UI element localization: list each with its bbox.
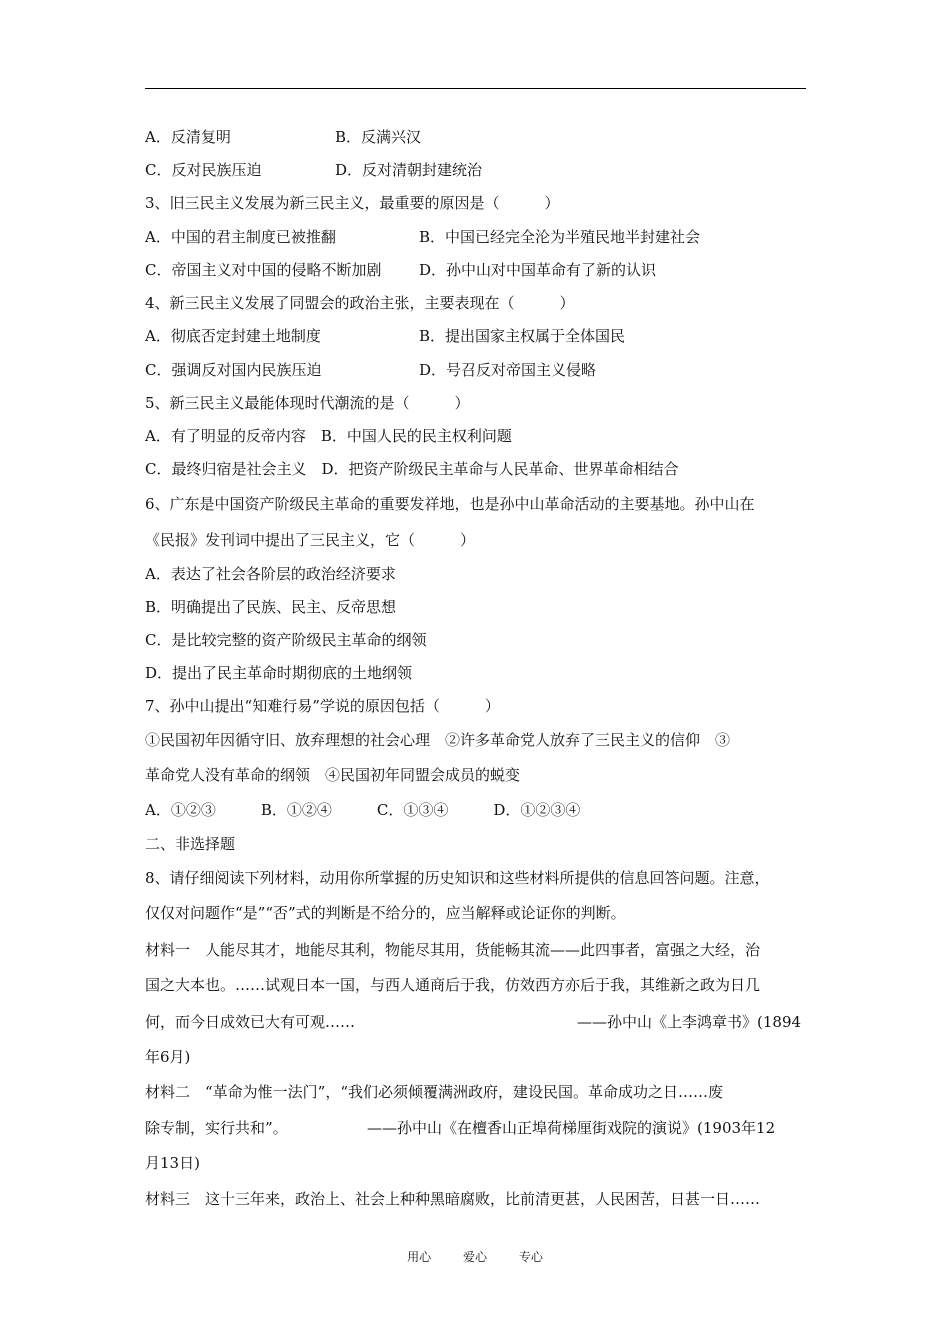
material-2: 材料二 “革命为惟一法门”，“我们必须倾覆满洲政府，建设民国。革命成功之日……废 [145,1083,724,1101]
line: 除专制，实行共和”。 ——孙中山《在檀香山正埠荷梯厘街戏院的演说》(1903年12 [145,1119,776,1137]
footer-text: 爱心 [462,1250,487,1264]
line: A．中国的君主制度已被推翻 B．中国已经完全沦为半殖民地半封建社会 [145,228,701,246]
question-7: 7、孙中山提出“知难行易”学说的原因包括（ ） [145,697,500,715]
header-rule [145,88,806,89]
line: 《民报》发刊词中提出了三民主义，它（ ） [145,531,476,549]
line: A．彻底否定封建土地制度 B．提出国家主权属于全体国民 [145,327,626,345]
line: D．提出了民主革命时期彻底的土地纲领 [145,664,413,682]
line: B．明确提出了民族、民主、反帝思想 [145,598,397,616]
line: 革命党人没有革命的纲领 ④民国初年同盟会成员的蜕变 [145,766,521,784]
line: 月13日) [145,1154,200,1172]
section-heading: 二、非选择题 [145,835,236,853]
material-1: 材料一 人能尽其才，地能尽其利，物能尽其用，货能畅其流——此四事者，富强之大经，治 [145,941,761,959]
line: A．表达了社会各阶层的政治经济要求 [145,565,396,583]
line: C．帝国主义对中国的侵略不断加剧 D．孙中山对中国革命有了新的认识 [145,261,657,279]
question-5: 5、新三民主义最能体现时代潮流的是（ ） [145,394,470,412]
question-6: 6、广东是中国资产阶级民主革命的重要发祥地，也是孙中山革命活动的主要基地。孙中山在 [145,495,755,513]
question-3: 3、旧三民主义发展为新三民主义，最重要的原因是（ ） [145,194,560,212]
footer-text: 用心 [407,1250,432,1264]
question-4: 4、新三民主义发展了同盟会的政治主张，主要表现在（ ） [145,294,575,312]
line: A．有了明显的反帝内容 B．中国人民的民主权利问题 [145,427,512,445]
line: C．强调反对国内民族压迫 D．号召反对帝国主义侵略 [145,361,597,379]
line: C．反对民族压迫 D．反对清朝封建统治 [145,161,483,179]
line: ①民国初年因循守旧、放弃理想的社会心理 ②许多革命党人放弃了三民主义的信仰 ③ [145,731,731,749]
line: 国之大本也。……试观日本一国，与西人通商后于我，仿效西方亦后于我，其维新之政为日几 [145,976,761,994]
line: A．①②③ B．①②④ C．①③④ D．①②③④ [145,801,581,819]
line: 何，而今日成效已大有可观…… ——孙中山《上李鸿章书》(1894 [145,1013,802,1031]
material-3: 材料三 这十三年来，政治上、社会上种种黑暗腐败，比前清更甚，人民困苦，日甚一日…… [145,1190,761,1208]
line: C．是比较完整的资产阶级民主革命的纲领 [145,631,427,649]
footer-text: 专心 [518,1250,543,1264]
line: 仅仅对问题作“是”“否”式的判断是不给分的，应当解释或论证你的判断。 [145,904,626,922]
question-8: 8、请仔细阅读下列材料，动用你所掌握的历史知识和这些材料所提供的信息回答问题。注意， [145,869,770,887]
line: A．反清复明 B．反满兴汉 [145,128,422,146]
page-footer [0,1248,950,1265]
line: 年6月) [145,1048,191,1066]
line: C．最终归宿是社会主义 D．把资产阶级民主革命与人民革命、世界革命相结合 [145,460,679,478]
